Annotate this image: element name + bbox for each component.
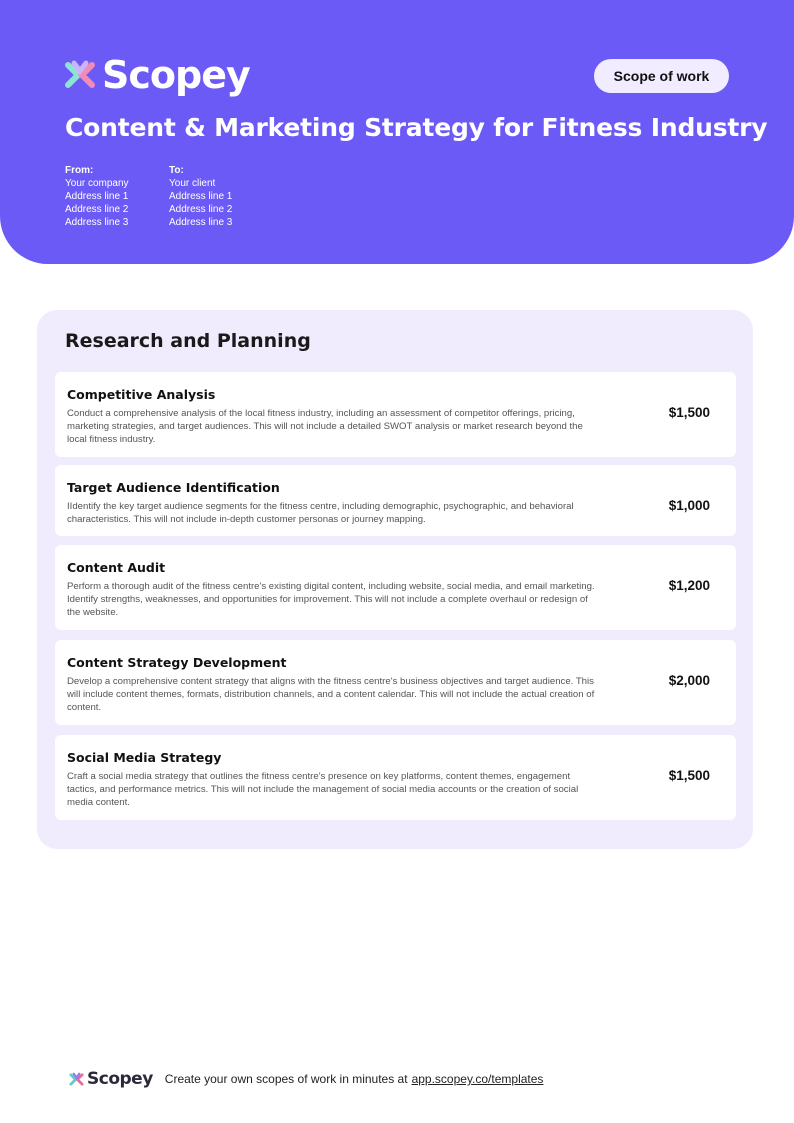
footer-templates-link[interactable]: app.scopey.co/templates [411,1072,544,1086]
scope-of-work-badge: Scope of work [594,59,729,93]
line-item-card [55,545,736,630]
to-line: Address line 3 [169,217,233,228]
line-item-title: Competitive Analysis [67,387,216,402]
footer [69,1068,543,1090]
line-item-price: $1,500 [668,405,710,420]
header-banner [0,0,794,264]
document-title: Content & Marketing Strategy for Fitness Industry [65,113,768,142]
line-item-description: IIdentify the key target audience segments for the fitness centre, including demographic, psychographic, and behavioral characteristics. This will not include in-depth customer personas or journey mapping. [67,501,574,525]
to-label: To: [169,165,184,176]
from-line: Your company [65,178,129,189]
to-address [169,164,232,229]
line-item-price: $1,500 [668,768,710,783]
line-item-description: Perform a thorough audit of the fitness centre's existing digital content, including website, social media, and email marketing. Identify strengths, weaknesses, and opportunities for improvement. This will not include a complete overhaul or redesign of the website. [67,581,595,618]
line-item-title: Social Media Strategy [67,750,222,765]
to-line: Address line 2 [169,204,233,215]
to-line: Address line 1 [169,191,233,202]
scopey-logo-icon [64,59,96,91]
line-item-card [55,372,736,457]
line-item-title: Content Strategy Development [67,655,287,670]
from-address [65,164,129,229]
line-item-price: $1,000 [668,498,710,513]
from-line: Address line 2 [65,204,129,215]
line-item-title: Content Audit [67,560,166,575]
section-title: Research and Planning [65,330,311,352]
brand-logo [64,54,250,96]
line-item-description: Craft a social media strategy that outlines the fitness centre's presence on key platforms, content themes, engagement tactics, and performance metrics. This will not include the management of social media accounts or the creation of social media content. [67,771,579,808]
from-line: Address line 1 [65,191,129,202]
from-label: From: [65,165,94,176]
footer-text: Create your own scopes of work in minutes at [164,1072,408,1086]
to-line: Your client [169,178,216,189]
line-item-card [55,640,736,725]
scopey-logo-icon [69,1072,84,1087]
line-item-description: Develop a comprehensive content strategy that aligns with the fitness centre's business objectives and target audience. This will include content themes, formats, distribution channels, and a content calendar. This will not include the actual creation of content. [67,676,595,713]
line-item-price: $2,000 [668,673,710,688]
line-item-title: Target Audience Identification [67,480,280,495]
line-item-card [55,465,736,536]
footer-brand-name: Scopey [87,1069,153,1089]
line-item-price: $1,200 [668,578,710,593]
research-planning-section [37,310,753,849]
line-item-card [55,735,736,820]
line-item-description: Conduct a comprehensive analysis of the local fitness industry, including an assessment of competitor offerings, pricing, marketing strategies, and target audiences. This will not include a detailed SWOT analysis or market research beyond the local fitness industry. [67,408,583,445]
brand-name: Scopey [102,53,250,97]
from-line: Address line 3 [65,217,129,228]
